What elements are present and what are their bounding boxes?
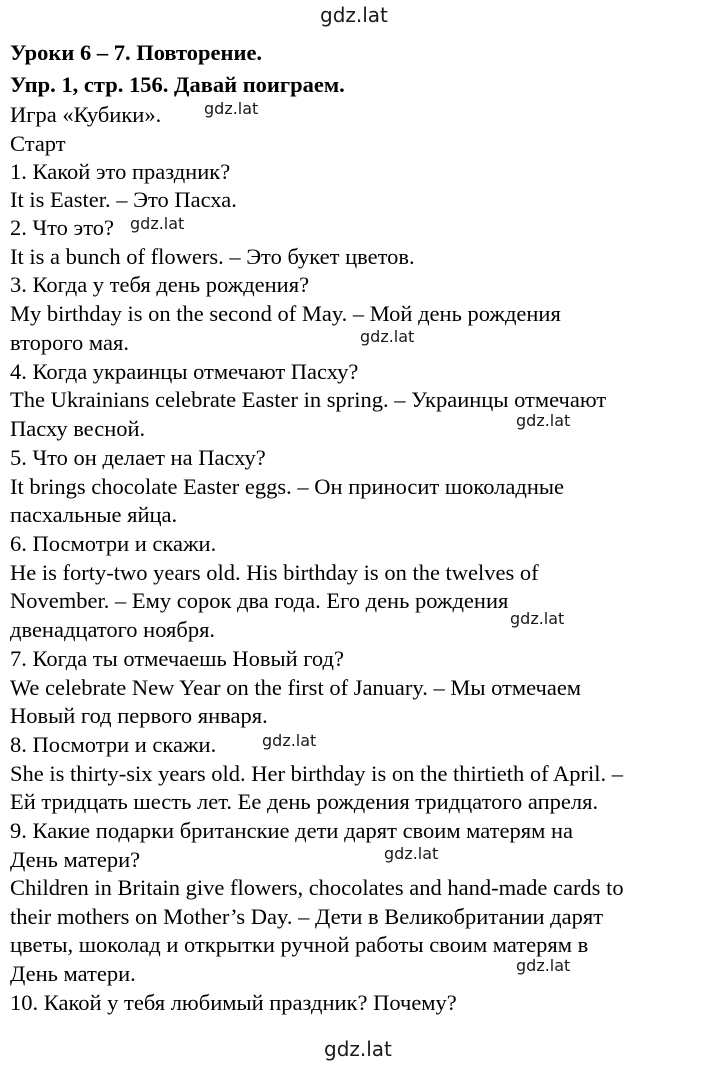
watermark: gdz.lat (516, 956, 571, 975)
text-line: November. – Ему сорок два года. Его день рождения (10, 588, 509, 613)
text-line: He is forty-two years old. His birthday is on the twelves of (10, 560, 539, 585)
text-line: второго мая. (10, 330, 129, 355)
watermark: gdz.lat (510, 609, 565, 628)
text-line: 9. Какие подарки британские дети дарят своим матерям на (10, 818, 573, 843)
text-line: День матери? (10, 847, 141, 872)
text-line: We celebrate New Year on the first of January. – Мы отмечаем (10, 675, 582, 700)
text-line: It is a bunch of flowers. – Это букет цветов. (10, 244, 415, 269)
text-line: пасхальные яйца. (10, 502, 178, 527)
text-line: 2. Что это? (10, 215, 114, 240)
text-line: 8. Посмотри и скажи. (10, 732, 217, 757)
text-line: She is thirty-six years old. Her birthday is on the thirtieth of April. – (10, 761, 624, 786)
text-line: Пасху весной. (10, 416, 146, 441)
text-line: цветы, шоколад и открытки ручной работы своим матерям в (10, 932, 589, 957)
exercise-heading: Упр. 1, стр. 156. Давай поиграем. (10, 72, 345, 97)
watermark: gdz.lat (384, 844, 439, 863)
text-line: It brings chocolate Easter eggs. – Он приносит шоколадные (10, 474, 564, 499)
text-line: My birthday is on the second of May. – Мой день рождения (10, 301, 561, 326)
text-line: двенадцатого ноября. (10, 617, 216, 642)
text-line: Children in Britain give flowers, chocolates and hand-made cards to (10, 875, 624, 900)
text-line: 5. Что он делает на Пасху? (10, 445, 266, 470)
text-line: 7. Когда ты отмечаешь Новый год? (10, 646, 344, 671)
watermark: gdz.lat (516, 411, 571, 430)
watermark: gdz.lat (320, 3, 388, 27)
watermark: gdz.lat (130, 214, 185, 233)
text-line: День матери. (10, 961, 136, 986)
text-line: 3. Когда у тебя день рождения? (10, 272, 310, 297)
watermark: gdz.lat (262, 731, 317, 750)
text-line: The Ukrainians celebrate Easter in spring. – Украинцы отмечают (10, 387, 607, 412)
text-line: It is Easter. – Это Пасха. (10, 187, 237, 212)
text-line: their mothers on Mother’s Day. – Дети в Великобритании дарят (10, 904, 604, 929)
text-line: 10. Какой у тебя любимый праздник? Почему? (10, 990, 457, 1015)
watermark: gdz.lat (324, 1037, 392, 1061)
lesson-title: Уроки 6 – 7. Повторение. (10, 40, 263, 65)
watermark: gdz.lat (204, 99, 259, 118)
watermark: gdz.lat (360, 327, 415, 346)
text-line: Новый год первого января. (10, 703, 268, 728)
text-line: 6. Посмотри и скажи. (10, 531, 217, 556)
text-line: 4. Когда украинцы отмечают Пасху? (10, 359, 359, 384)
text-line: Старт (10, 131, 66, 156)
text-line: Ей тридцать шесть лет. Ее день рождения тридцатого апреля. (10, 789, 599, 814)
text-line: Игра «Кубики». (10, 102, 162, 127)
text-line: 1. Какой это праздник? (10, 159, 231, 184)
